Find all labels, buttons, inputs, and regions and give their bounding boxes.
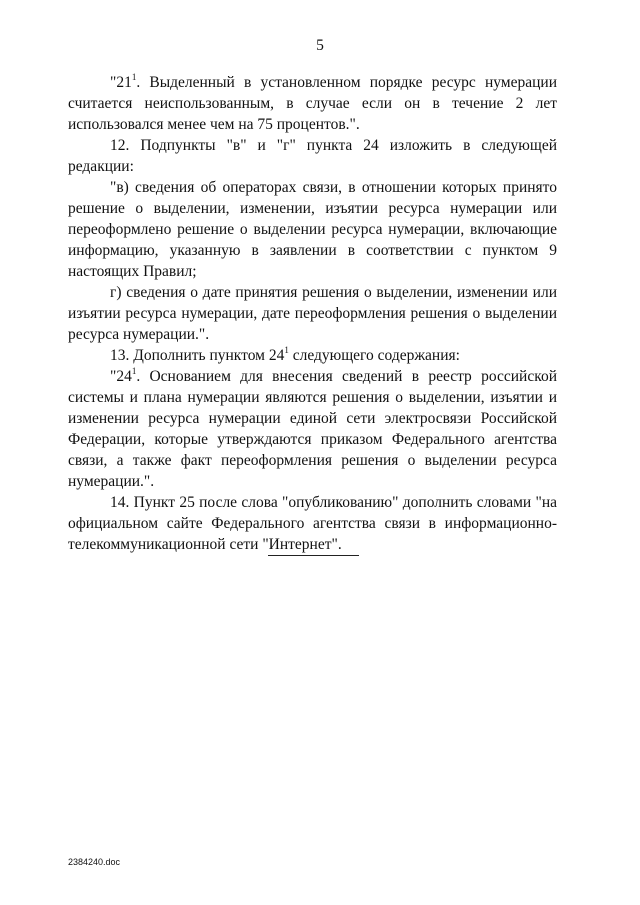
paragraph-subitem-g: г) сведения о дате принятия решения о выделении, изменении или изъятии ресурса нумерации, дате переоформления решения о выделении ресурса нумерации.".: [68, 284, 557, 343]
superscript: 1: [131, 366, 137, 376]
paragraph-24-1: "$24^1$. Основанием для внесения сведений в реестр российской системы и плана нумерации являются решения о выделении, изъятии и изменении ресурса нумерации единой сети электросвязи Российской Федерации, которые утверждаются приказом Федерального агентства связи, а также факт переоформления решения о выделении ресурса нумерации.".: [68, 366, 557, 490]
page-number: 5: [316, 37, 324, 54]
paragraph-subitem-v: "в) сведения об операторах связи, в отношении которых принято решение о выделении, изменении, изъятии ресурса нумерации или переоформлено решение о выделении ресурса нумерации, включающие информацию, указанную в заявлении в соответствии с пунктом 9 настоящих Правил;: [68, 179, 557, 280]
document-body: [68, 72, 557, 555]
end-divider: [268, 555, 359, 556]
superscript: 1: [131, 72, 137, 82]
paragraph-item-12: 12. Подпункты "в" и "г" пункта 24 изложить в следующей редакции:: [68, 137, 557, 175]
footer-doc-id: 2384240.doc: [68, 857, 121, 867]
paragraph-item-14: 14. Пункт 25 после слова "опубликованию" дополнить словами "на официальном сайте Федерального агентства связи в информационно-телекоммуникационной сети "Интернет".: [68, 494, 557, 553]
paragraph-21-1: "$21^1$. Выделенный в установленном порядке ресурс нумерации считается неиспользованным, в случае если он в течение 2 лет использовался менее чем на 75 процентов.".: [68, 72, 557, 133]
superscript: 1: [284, 345, 289, 355]
paragraph-item-13: 13. Дополнить пунктом $24^1$ следующего содержания:: [110, 345, 460, 364]
